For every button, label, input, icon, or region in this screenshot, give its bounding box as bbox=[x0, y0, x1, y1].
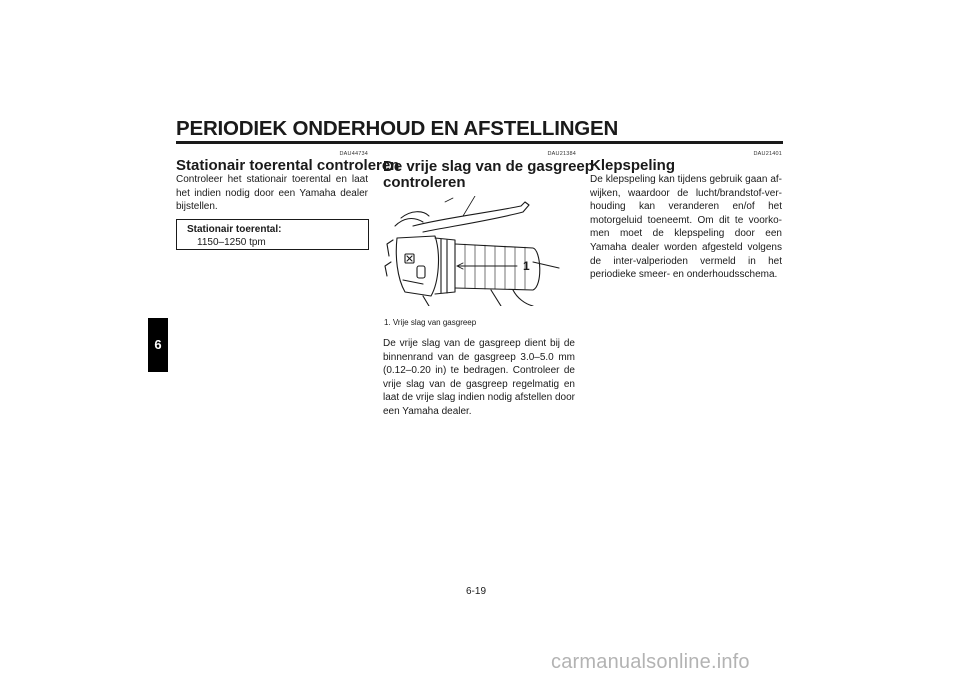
section-code: DAU21401 bbox=[753, 151, 782, 157]
title-rule bbox=[176, 141, 783, 144]
section-heading: Klepspeling bbox=[590, 157, 676, 174]
spec-label: Stationair toerental: bbox=[187, 224, 282, 235]
page-title: PERIODIEK ONDERHOUD EN AFSTELLINGEN bbox=[176, 117, 619, 140]
spec-value: 1150–1250 tpm bbox=[197, 237, 266, 248]
throttle-grip-illustration bbox=[383, 196, 575, 306]
brake-lever bbox=[413, 202, 529, 232]
section-code: DAU21384 bbox=[547, 151, 576, 157]
section-heading-line-2: controleren bbox=[383, 174, 466, 191]
callout-number: 1 bbox=[523, 259, 530, 273]
section-body: Controleer het stationair toerental en laat het indien nodig door een Yamaha dealer bijstellen. bbox=[176, 174, 368, 213]
section-heading-line-1: De vrije slag van de gasgreep bbox=[383, 158, 594, 175]
page-number: 6-19 bbox=[466, 586, 487, 597]
section-heading: Stationair toerental controleren bbox=[176, 157, 400, 174]
section-body: De klepspeling kan tijdens gebruik gaan af-wijken, waardoor de lucht/brandstof-ver-houding kan veranderen en/of het motorgeluid toeneemt. Om dit te voorko-men moet de klepspeling door een Yamaha dealer worden afgesteld volgens de inter-valperioden vermeld in het periodieke smeer- en onderhoudsschema. bbox=[590, 174, 782, 281]
section-code: DAU44734 bbox=[339, 151, 368, 157]
figure-caption: 1. Vrije slag van gasgreep bbox=[384, 318, 477, 327]
spec-box bbox=[176, 219, 369, 250]
section-body: De vrije slag van de gasgreep dient bij de binnenrand van de gasgreep 3.0–5.0 mm (0.12–0.20 in) te bedragen. Controleer de vrije slag van de gasgreep regelmatig en laat de vrije slag indien nodig afstellen door een Yamaha dealer. bbox=[383, 338, 575, 417]
watermark: carmanualsonline.info bbox=[551, 651, 750, 673]
chapter-tab: 6 bbox=[148, 318, 168, 372]
